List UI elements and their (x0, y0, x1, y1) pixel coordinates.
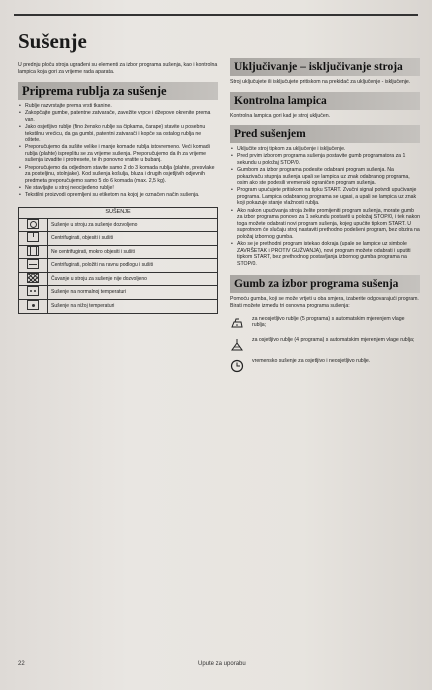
list-item: • Preporučujemo da sušite velike i manje komade rublja istovremeno. Veći komadi rublja (plahte) ispreplitu se za vrijeme sušenja. Preporučujemo da ih za vrijeme sušenja izvadite i protresete, te ih ponovno vratite u bubanj. (18, 144, 218, 164)
drying-symbols-table (18, 207, 218, 314)
preparation-list (18, 103, 218, 198)
list-item: • Gumbom za izbor programa podesite odabrani program sušenja. Na pokazivaču stupnja sušenja upali se lampica uz znak odabranog programa, osim ako ste podesili vremenski ograničen program sušenja. (230, 167, 420, 187)
top-rule (14, 14, 418, 16)
section-heading-lamp: Kontrolna lampica (230, 92, 420, 110)
program-text: za osjetljivo rublje (4 programa) s automatskim mjerenjem vlage rublja; (252, 336, 415, 343)
timer-icon (230, 359, 244, 373)
table-cell: Sušenje na nižoj temperaturi (48, 300, 218, 314)
dry-flat-icon (27, 259, 39, 269)
intro-paragraph: U prednju ploču stroja ugrađeni su elementi za izbor programa sušenja, kao i kontrolna lampica koja gori za vrijeme rada aparata. (18, 62, 218, 75)
table-cell: Ne centrifugirati, mokro objesiti i sušiti (48, 245, 218, 259)
list-item: • Preporučujemo da odjednom stavite samo 2 do 3 komada rublja (plahte, presvlake za posteljinu, stolnjake). Kod sušenja košulja, bluza i drugih osjetljivih odjevnih predmeta preporučujemo samo 5 do 6 komada (max. 2,5 kg). (18, 165, 218, 185)
page-number: 22 (18, 661, 25, 667)
list-item: • Zakopčajte gumbe, patentne zatvarače, zavežite vrpce i džepove okrenite prema van. (18, 110, 218, 123)
drip-dry-icon (27, 246, 39, 256)
program-item (230, 337, 420, 352)
table-cell: Sušenje na normalnoj temperaturi (48, 286, 218, 300)
list-item: • Jako osjetljivo rublje (fino žensko rublje sa čipkama, čarape) stavite u posebnu tekstilnu vrećicu, da ga gumbi, patentni zatvarači i kopče sa ostalog rublja ne oštete. (18, 124, 218, 144)
program-text: vremensko sušenje za osjetljivo i neosjetljivo rublje. (252, 357, 371, 364)
list-item: • Ako nakon upućivanja stroja želite promijeniti program sušenja, morate gumb za izbor programa ponovo za 1 sekundu postaviti u položaj STOP/0, i tek nakon toga možete odabrati novi program sušenja, kojeg upućite tipkom START. U suprotnom će slučaju stroj nastaviti prethodno podešeni program, bez obzira na položaj izbornog gumba. (230, 208, 420, 241)
delicate-icon (230, 338, 244, 352)
normal-temperature-icon (27, 286, 39, 296)
non-iron-icon (230, 317, 244, 331)
list-item: • Pred prvim izborom programa sušenja postavite gumb programatora za 1 sekundu u položaj STOP/0. (230, 153, 420, 166)
table-row (19, 259, 218, 273)
table-row (19, 218, 218, 232)
program-item (230, 316, 420, 331)
knob-text: Pomoću gumba, koji se može vrtjeti u oba smjera, izaberite odgovarajući program. Birati možete između tri osnovna programa sušenja: (230, 296, 419, 309)
table-header: SUŠENJE (19, 207, 218, 218)
list-item: • Uključite stroj tipkom za uključenje i isključenje. (230, 146, 420, 153)
lamp-text: Kontrolna lampica gori kad je stroj uključen. (230, 112, 331, 119)
table-row (19, 286, 218, 300)
table-cell: Centrifugirati, položiti na ravnu podlogu i sušiti (48, 259, 218, 273)
program-item (230, 358, 420, 373)
program-text: za neosjetljivo rublje (5 programa) s automatskim mjerenjem vlage rublja; (252, 315, 405, 329)
line-dry-icon (27, 232, 39, 242)
list-item: • Tekstilni proizvodi opremljeni su etiketom na kojoj je označen način sušenja. (18, 192, 218, 199)
section-heading-before-drying: Pred sušenjem (230, 125, 420, 143)
on-off-text: Stroj uključujete ili isključujete pritiskom na prekidač za uključenje - isključenje. (230, 79, 411, 85)
right-column (230, 55, 420, 379)
left-column (18, 62, 218, 314)
section-heading-preparation: Priprema rublja za sušenje (18, 82, 218, 100)
tumble-dry-icon (27, 219, 39, 229)
before-drying-list (230, 146, 420, 267)
section-heading-program-knob: Gumb za izbor programa sušenja (230, 275, 420, 293)
footer-title: Upute za uporabu (198, 661, 246, 667)
table-cell: Sušenje u stroju za sušenje dozvoljeno (48, 218, 218, 232)
list-item: • Rublje razvrstajte prema vrsti tkanine. (18, 103, 218, 110)
low-temperature-icon (27, 300, 39, 310)
table-row (19, 245, 218, 259)
do-not-tumble-dry-icon (27, 273, 39, 283)
table-row (19, 300, 218, 314)
page-title: Sušenje (18, 29, 87, 53)
table-row (19, 272, 218, 286)
table-cell: Centrifugirati, objesiti i sušiti (48, 232, 218, 246)
list-item: • Program upućujete pritiskom na tipku START. Zvučni signal potvrdi upućivanje programa. Lampica odabranog programa se ugasi, a upali se lampica uz znak koji pokazuje stanje vlažnosti rublja. (230, 187, 420, 207)
table-row (19, 232, 218, 246)
list-item: • Ne stavljajte u stroj neocijeđeno rublje! (18, 185, 218, 192)
table-cell: Čuvanje u stroju za sušenje nije dozvoljeno (48, 272, 218, 286)
list-item: • Ako se je prethodni program istekao dokraja (upale se lampice uz simbole ZAVRŠETAK i PROTIV GUŽVANJA), novi program možete odabrati i uputiti tipkom START, bez prethodnog postavljanja izbornog gumba programa na STOP/0. (230, 241, 420, 267)
section-heading-on-off: Uključivanje – isključivanje stroja (230, 58, 420, 76)
